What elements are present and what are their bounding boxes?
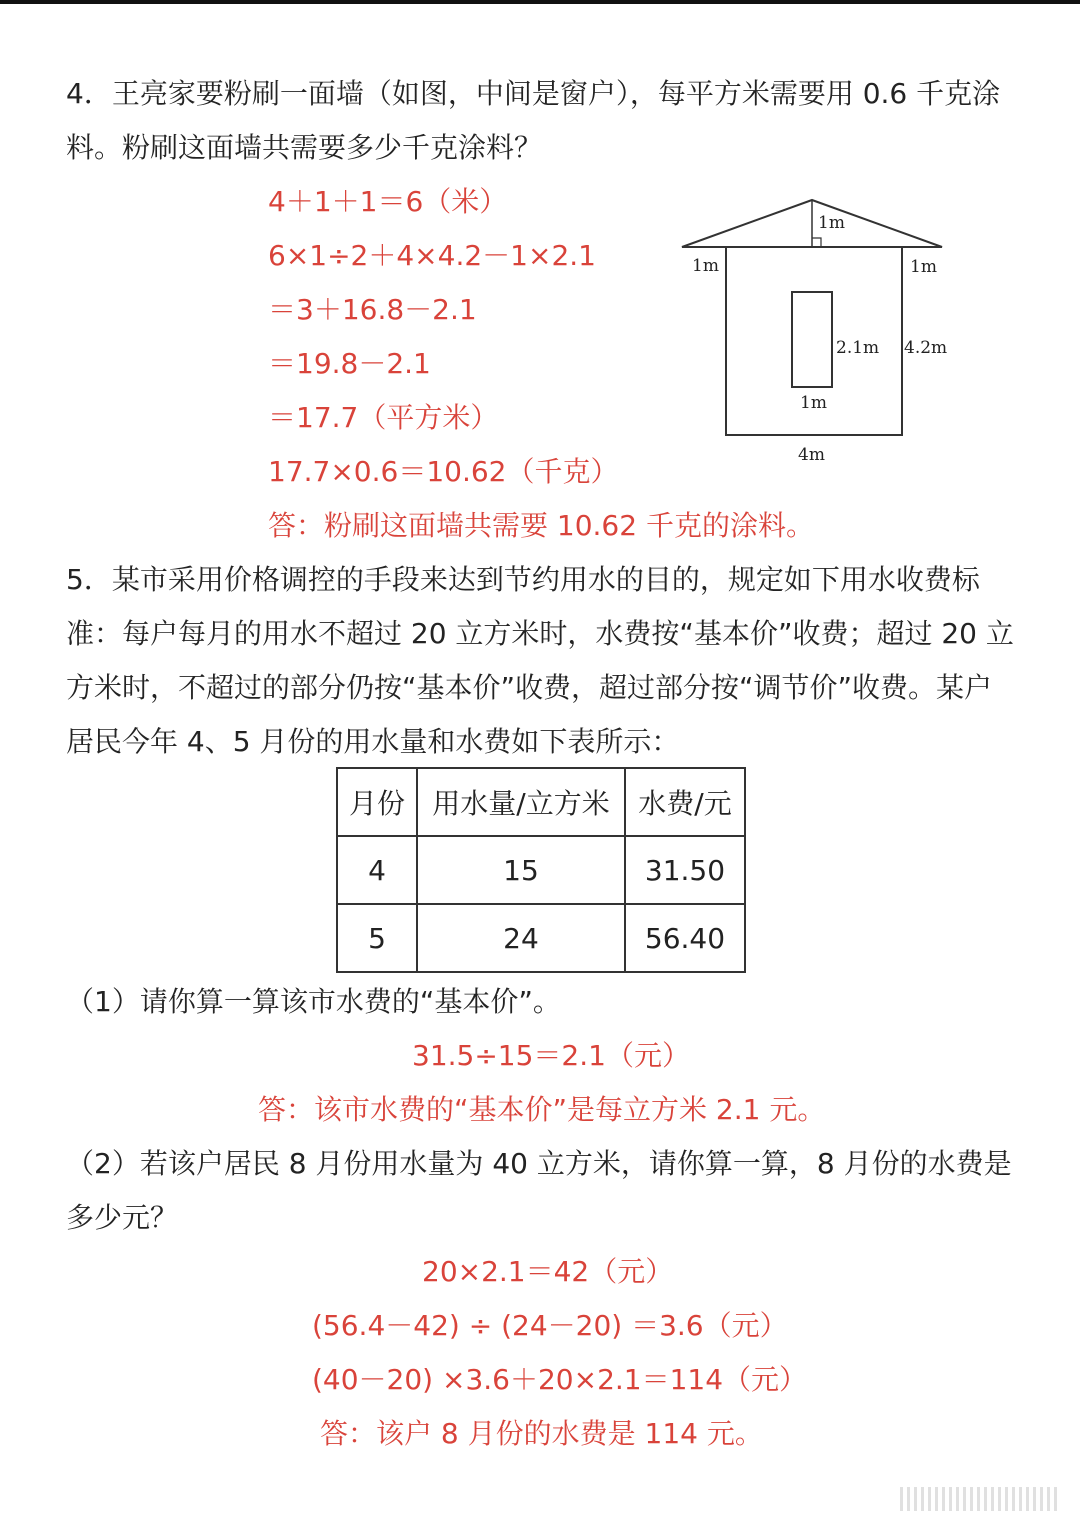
q5-part1-solution: 31.5÷15＝2.1（元）: [412, 1039, 690, 1072]
table-row: [337, 904, 745, 972]
table-cell: 24: [417, 904, 625, 972]
table-cell: 4: [337, 836, 417, 904]
q4-text-line1: 4．王亮家要粉刷一面墙（如图，中间是窗户），每平方米需要用 0.6 千克涂: [66, 77, 1001, 110]
q5-part2-question-line1: （2）若该户居民 8 月份用水量为 40 立方米，请你算一算，8 月份的水费是: [66, 1147, 1012, 1180]
window-height-label: 2.1m: [836, 338, 880, 358]
q4-solution-step: ＝17.7（平方米）: [268, 401, 499, 434]
q4-solution-step: 6×1÷2＋4×4.2－1×2.1: [268, 239, 596, 272]
table-cell: 15: [417, 836, 625, 904]
top-border: [0, 0, 1080, 4]
table-cell: 5: [337, 904, 417, 972]
wall-height-label: 4.2m: [904, 338, 948, 358]
table-header-cell: 水费/元: [625, 768, 745, 836]
right-angle-mark: [812, 238, 821, 247]
wall-width-label: 4m: [798, 445, 825, 465]
q5-part2-answer: 答：该户 8 月份的水费是 114 元。: [320, 1417, 763, 1450]
table-header-cell: 月份: [337, 768, 417, 836]
window-width-label: 1m: [800, 393, 827, 413]
q5-text-line: 居民今年 4、5 月份的用水量和水费如下表所示：: [66, 725, 680, 758]
roof-height-label: 1m: [818, 213, 845, 233]
right-overhang-label: 1m: [910, 257, 937, 277]
q4-answer: 答：粉刷这面墙共需要 10.62 千克的涂料。: [268, 509, 814, 542]
q4-solution-step: ＝3＋16.8－2.1: [268, 293, 477, 326]
window-rect: [792, 292, 832, 387]
left-overhang-label: 1m: [692, 256, 719, 276]
table-cell: 31.50: [625, 836, 745, 904]
q5-part2-question-line2: 多少元？: [66, 1201, 179, 1234]
q5-part2-solution-step: (56.4－42) ÷ (24－20) ＝3.6（元）: [312, 1309, 788, 1342]
q5-text-line: 准：每户每月的用水不超过 20 立方米时，水费按“基本价”收费；超过 20 立: [66, 617, 1014, 650]
table-cell: 56.40: [625, 904, 745, 972]
wall-diagram: [672, 192, 962, 472]
table-header-row: [337, 768, 745, 836]
table-header-cell: 用水量/立方米: [417, 768, 625, 836]
q4-solution-step: ＝19.8－2.1: [268, 347, 431, 380]
q5-part2-solution-step: (40－20) ×3.6＋20×2.1＝114（元）: [312, 1363, 808, 1396]
q4-text-line2: 料。粉刷这面墙共需要多少千克涂料？: [66, 131, 543, 164]
q5-part1-question: （1）请你算一算该市水费的“基本价”。: [66, 985, 561, 1018]
q5-part1-answer: 答：该市水费的“基本价”是每立方米 2.1 元。: [258, 1093, 826, 1126]
table-row: [337, 836, 745, 904]
q5-text-line: 5．某市采用价格调控的手段来达到节约用水的目的，规定如下用水收费标: [66, 563, 980, 596]
water-usage-table: [336, 767, 746, 973]
q4-solution-step: 17.7×0.6＝10.62（千克）: [268, 455, 619, 488]
q5-text-line: 方米时，不超过的部分仍按“基本价”收费，超过部分按“调节价”收费。某户: [66, 671, 993, 704]
q4-solution-step: 4＋1＋1＝6（米）: [268, 185, 508, 218]
watermark-stripe: [900, 1487, 1060, 1511]
q5-part2-solution-step: 20×2.1＝42（元）: [422, 1255, 674, 1288]
